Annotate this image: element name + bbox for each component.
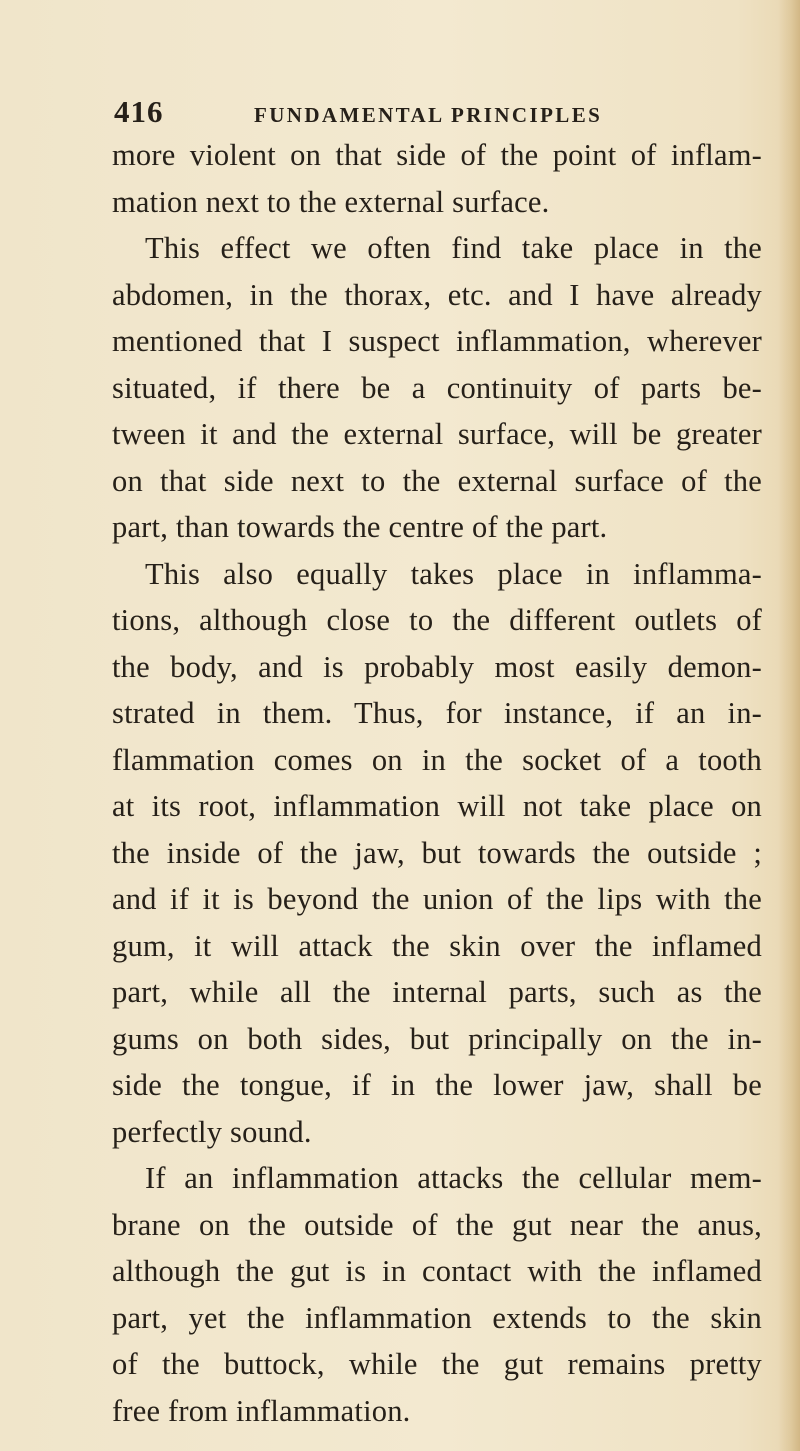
- text-line: abdomen, in the thorax, etc. and I have already: [112, 277, 762, 312]
- text-line: part, yet the inflammation extends to the skin: [112, 1300, 762, 1335]
- page-edge-stain: [778, 0, 800, 1451]
- text-line: of the buttock, while the gut remains pretty: [112, 1347, 762, 1381]
- text-line: flammation comes on in the socket of a tooth: [112, 742, 762, 777]
- text-line: brane on the outside of the gut near the anus,: [112, 1207, 762, 1242]
- paragraph-first-line: This effect we often find take place in the: [145, 231, 762, 265]
- text-line: at its root, inflammation will not take place on: [112, 789, 762, 823]
- text-line: side the tongue, if in the lower jaw, shall be: [112, 1068, 762, 1102]
- paragraph-first-line: If an inflammation attacks the cellular mem-: [145, 1161, 762, 1195]
- text-line: mation next to the external surface.: [112, 184, 550, 219]
- body-text: [112, 132, 762, 1434]
- text-line: part, while all the internal parts, such as the: [112, 975, 762, 1009]
- running-head: [114, 94, 744, 134]
- text-line: situated, if there be a continuity of parts be-: [112, 370, 762, 405]
- text-line: perfectly sound.: [112, 1114, 312, 1149]
- text-line: tions, although close to the different outlets of: [112, 603, 762, 637]
- text-line: the inside of the jaw, but towards the outside ;: [112, 835, 762, 870]
- text-line: the body, and is probably most easily demon-: [112, 649, 762, 684]
- text-line: free from inflammation.: [112, 1393, 411, 1428]
- text-line: on that side next to the external surface of the: [112, 463, 762, 498]
- text-line: although the gut is in contact with the inflamed: [112, 1254, 762, 1288]
- running-title: FUNDAMENTAL PRINCIPLES: [254, 103, 603, 127]
- text-line: and if it is beyond the union of the lips with the: [112, 882, 762, 916]
- text-line: more violent on that side of the point of inflam-: [112, 138, 762, 172]
- text-line: gums on both sides, but principally on the in-: [112, 1021, 762, 1056]
- paragraph-first-line: This also equally takes place in inflamma-: [145, 556, 762, 591]
- text-line: mentioned that I suspect inflammation, wherever: [112, 324, 762, 358]
- text-line: tween it and the external surface, will be greater: [112, 417, 762, 451]
- page-number: 416: [114, 94, 164, 129]
- text-line: part, than towards the centre of the part.: [112, 510, 608, 544]
- text-line: strated in them. Thus, for instance, if an in-: [112, 696, 762, 730]
- text-line: gum, it will attack the skin over the inflamed: [112, 928, 762, 963]
